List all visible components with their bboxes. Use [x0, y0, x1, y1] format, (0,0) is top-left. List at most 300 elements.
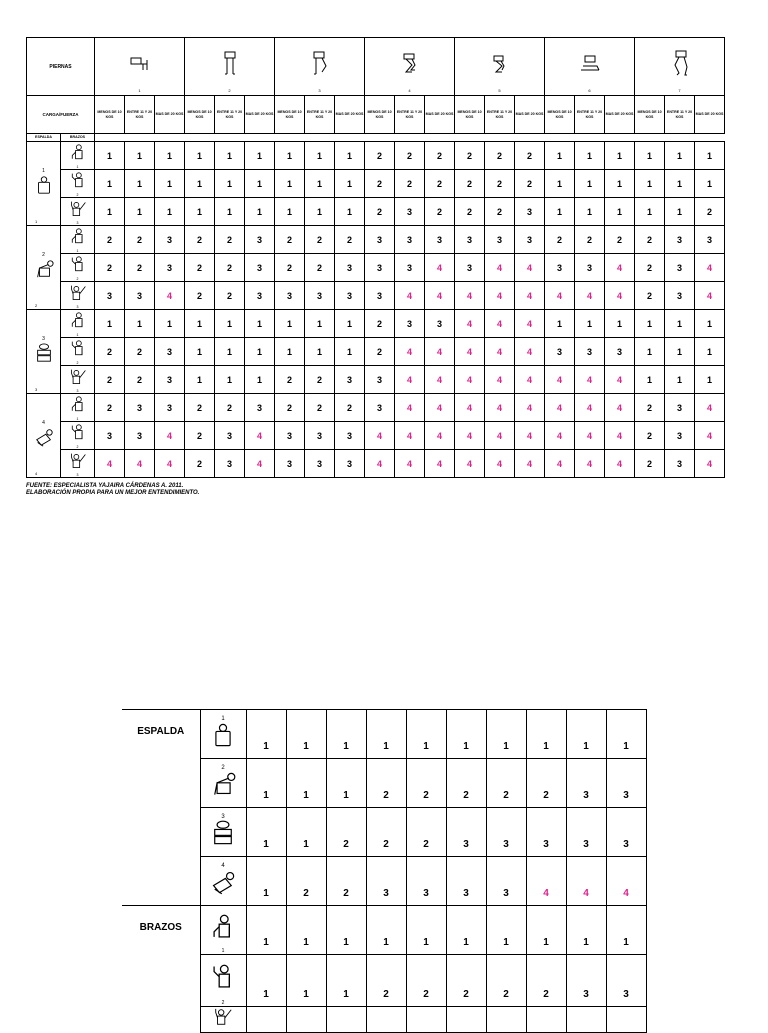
- risk-value: 3: [125, 422, 155, 450]
- arm-number: 3: [76, 221, 79, 225]
- risk-value: 2: [425, 170, 455, 198]
- back-posture-cell: [200, 808, 246, 857]
- risk-value: 3: [155, 338, 185, 366]
- risk-value: 3: [425, 310, 455, 338]
- risk-value: 2: [275, 254, 305, 282]
- spacer-cell: [122, 1007, 200, 1033]
- risk-value: 1: [215, 198, 245, 226]
- risk-value: 1: [335, 310, 365, 338]
- risk-value: 4: [485, 394, 515, 422]
- risk-value: 2: [455, 142, 485, 170]
- risk-value: 2: [425, 198, 455, 226]
- risk-value: 4: [455, 338, 485, 366]
- load-label: MAS DE 20 KGS: [155, 96, 185, 134]
- risk-value: 2: [286, 857, 326, 906]
- risk-value: 3: [366, 857, 406, 906]
- risk-value: 2: [326, 808, 366, 857]
- risk-value: 4: [605, 450, 635, 478]
- risk-value: 4: [485, 338, 515, 366]
- table-row: [122, 710, 646, 759]
- risk-value: 1: [566, 710, 606, 759]
- arm-posture-icon: [69, 284, 87, 302]
- risk-value: 2: [215, 282, 245, 310]
- risk-value: 2: [406, 955, 446, 1007]
- risk-value: 1: [635, 338, 665, 366]
- risk-value: 3: [125, 394, 155, 422]
- leg-posture-3: [275, 38, 365, 96]
- risk-value: 1: [665, 170, 695, 198]
- risk-value: 1: [695, 170, 725, 198]
- risk-value: 2: [545, 226, 575, 254]
- arm-posture-icon: [69, 396, 87, 414]
- arm-posture-cell: [61, 282, 95, 310]
- risk-value: 2: [635, 450, 665, 478]
- risk-value: 1: [305, 142, 335, 170]
- risk-value: 3: [446, 857, 486, 906]
- risk-value: 3: [665, 422, 695, 450]
- arm-posture-icon: [69, 368, 87, 386]
- risk-value: 4: [695, 254, 725, 282]
- risk-value: 3: [455, 226, 485, 254]
- risk-value: 1: [245, 310, 275, 338]
- risk-value: 2: [305, 254, 335, 282]
- risk-value: 4: [395, 394, 425, 422]
- risk-value: 3: [275, 450, 305, 478]
- back-number: 3: [35, 387, 38, 392]
- risk-value: 4: [575, 422, 605, 450]
- risk-value: 2: [485, 170, 515, 198]
- risk-value: 4: [125, 450, 155, 478]
- risk-value: 2: [275, 394, 305, 422]
- risk-value: 1: [665, 366, 695, 394]
- load-label: MAS DE 20 KGS: [425, 96, 455, 134]
- risk-value: 2: [515, 142, 545, 170]
- risk-value: 3: [575, 254, 605, 282]
- risk-value: 1: [326, 710, 366, 759]
- leg-number: 7: [678, 88, 681, 93]
- risk-value: 1: [215, 170, 245, 198]
- risk-value: 2: [125, 338, 155, 366]
- risk-value: 1: [695, 310, 725, 338]
- risk-value: 1: [635, 366, 665, 394]
- risk-value: 4: [605, 282, 635, 310]
- risk-value: 1: [245, 142, 275, 170]
- risk-value: 3: [305, 282, 335, 310]
- arm-posture-cell: [61, 422, 95, 450]
- risk-value: 3: [545, 338, 575, 366]
- risk-value: 1: [526, 906, 566, 955]
- arm-posture-cell: [200, 906, 246, 955]
- table-row: [27, 394, 725, 422]
- risk-value: 2: [425, 142, 455, 170]
- risk-value: 1: [635, 170, 665, 198]
- risk-value: 4: [545, 366, 575, 394]
- risk-value: 4: [545, 394, 575, 422]
- arm-posture-cell: [61, 170, 95, 198]
- back-posture-icon: [210, 820, 236, 846]
- risk-value: 3: [155, 226, 185, 254]
- risk-value: 4: [526, 857, 566, 906]
- risk-value: 2: [485, 142, 515, 170]
- risk-value: 1: [526, 710, 566, 759]
- load-label: ENTRE 11 Y 20 KGS: [125, 96, 155, 134]
- risk-value: 2: [526, 955, 566, 1007]
- risk-value: 1: [605, 142, 635, 170]
- risk-value: 4: [605, 254, 635, 282]
- arm-posture-icon: [69, 256, 87, 274]
- risk-value: 3: [406, 857, 446, 906]
- risk-value: 1: [335, 170, 365, 198]
- risk-value: 4: [395, 366, 425, 394]
- risk-value: 3: [365, 394, 395, 422]
- risk-value: 3: [425, 226, 455, 254]
- risk-value: 4: [575, 366, 605, 394]
- risk-value: 1: [695, 142, 725, 170]
- risk-value: 2: [185, 226, 215, 254]
- load-label: MAS DE 20 KGS: [605, 96, 635, 134]
- leg-number: 4: [408, 88, 411, 93]
- risk-value: 4: [485, 366, 515, 394]
- leg-posture-5: [455, 38, 545, 96]
- risk-value: 1: [286, 808, 326, 857]
- risk-value: 4: [425, 254, 455, 282]
- risk-value: 1: [305, 170, 335, 198]
- risk-value: 3: [606, 808, 646, 857]
- risk-value: 1: [575, 198, 605, 226]
- risk-value: 1: [125, 170, 155, 198]
- risk-value: 1: [95, 198, 125, 226]
- arm-number: 2: [76, 361, 79, 365]
- arm-number: 2: [76, 193, 79, 197]
- risk-value: 2: [366, 759, 406, 808]
- risk-value: 3: [245, 282, 275, 310]
- risk-value: 2: [635, 254, 665, 282]
- risk-value: 1: [275, 198, 305, 226]
- risk-value: 4: [606, 857, 646, 906]
- arm-posture-cell: [61, 254, 95, 282]
- risk-value: 1: [305, 310, 335, 338]
- risk-value: 1: [566, 906, 606, 955]
- risk-value: 2: [95, 366, 125, 394]
- back-number: 2: [35, 303, 38, 308]
- brazos-subheader: BRAZOS: [61, 134, 95, 142]
- risk-value: 4: [425, 394, 455, 422]
- back-posture-cell: [27, 142, 61, 226]
- risk-value: 3: [665, 450, 695, 478]
- risk-value: 4: [566, 857, 606, 906]
- arm-number: 1: [76, 417, 79, 421]
- risk-value: 4: [485, 450, 515, 478]
- table-row: [27, 338, 725, 366]
- risk-value: 4: [365, 450, 395, 478]
- risk-value: 3: [125, 282, 155, 310]
- risk-value: 2: [365, 142, 395, 170]
- empty-cell: [406, 1007, 446, 1033]
- arm-posture-icon: [69, 200, 87, 218]
- arm-posture-cell: [200, 955, 246, 1007]
- risk-value: 2: [125, 254, 155, 282]
- leg-number: 2: [228, 88, 231, 93]
- risk-value: 2: [395, 142, 425, 170]
- risk-value: 2: [275, 366, 305, 394]
- back-posture-cell: [200, 857, 246, 906]
- risk-value: 1: [406, 906, 446, 955]
- load-label: MENOS DE 10 KGS: [455, 96, 485, 134]
- risk-value: 4: [515, 450, 545, 478]
- arm-posture-cell: [61, 450, 95, 478]
- risk-value: 1: [635, 142, 665, 170]
- risk-value: 4: [515, 394, 545, 422]
- risk-value: 3: [245, 226, 275, 254]
- arm-posture-cell: [61, 366, 95, 394]
- spacer-row: [95, 134, 725, 142]
- risk-value: 1: [275, 338, 305, 366]
- risk-value: 1: [246, 955, 286, 1007]
- leg-posture-6: [545, 38, 635, 96]
- risk-value: 4: [455, 394, 485, 422]
- risk-value: 3: [566, 808, 606, 857]
- risk-value: 4: [425, 338, 455, 366]
- risk-value: 3: [695, 226, 725, 254]
- risk-value: 1: [695, 366, 725, 394]
- risk-value: 2: [335, 226, 365, 254]
- risk-value: 4: [515, 254, 545, 282]
- risk-value: 3: [365, 226, 395, 254]
- risk-value: 2: [335, 394, 365, 422]
- risk-value: 1: [326, 906, 366, 955]
- empty-cell: [526, 1007, 566, 1033]
- arm-number: 1: [76, 333, 79, 337]
- table-row: [27, 226, 725, 254]
- back-number: 2: [221, 764, 225, 771]
- table-row: [27, 170, 725, 198]
- risk-value: 1: [275, 170, 305, 198]
- risk-value: 2: [95, 338, 125, 366]
- load-label: ENTRE 11 Y 20 KGS: [665, 96, 695, 134]
- arm-number: 1: [76, 249, 79, 253]
- risk-value: 3: [486, 808, 526, 857]
- risk-value: 2: [95, 254, 125, 282]
- back-posture-icon: [34, 259, 54, 279]
- knees-bent-icon: [400, 50, 420, 78]
- risk-value: 3: [395, 310, 425, 338]
- risk-value: 2: [695, 198, 725, 226]
- risk-value: 4: [455, 422, 485, 450]
- risk-value: 3: [665, 226, 695, 254]
- risk-value: 1: [326, 955, 366, 1007]
- risk-value: 1: [185, 338, 215, 366]
- risk-value: 4: [455, 310, 485, 338]
- risk-value: 2: [365, 338, 395, 366]
- arm-posture-icon: [69, 172, 87, 190]
- empty-cell: [286, 1007, 326, 1033]
- risk-value: 2: [486, 759, 526, 808]
- risk-value: 1: [275, 310, 305, 338]
- risk-value: 3: [665, 282, 695, 310]
- arm-posture-cell: [61, 394, 95, 422]
- back-posture-icon: [210, 722, 236, 748]
- arm-posture-cell: [61, 198, 95, 226]
- risk-value: 2: [215, 226, 245, 254]
- empty-cell: [566, 1007, 606, 1033]
- empty-cell: [326, 1007, 366, 1033]
- table-row: [122, 1007, 646, 1033]
- risk-value: 1: [245, 366, 275, 394]
- back-number: 1: [35, 219, 38, 224]
- risk-value: 3: [446, 808, 486, 857]
- risk-value: 3: [545, 254, 575, 282]
- risk-value: 1: [305, 338, 335, 366]
- risk-value: 1: [665, 142, 695, 170]
- table-row: [122, 906, 646, 955]
- risk-value: 1: [185, 310, 215, 338]
- risk-value: 4: [605, 394, 635, 422]
- risk-value: 2: [365, 198, 395, 226]
- leg-posture-1: [95, 38, 185, 96]
- risk-value: 2: [305, 226, 335, 254]
- risk-value: 1: [446, 906, 486, 955]
- espalda-subheader: ESPALDA: [27, 134, 61, 142]
- risk-value: 4: [605, 366, 635, 394]
- back-number: 1: [221, 715, 225, 722]
- risk-value: 2: [486, 955, 526, 1007]
- arm-posture-icon: [69, 340, 87, 358]
- risk-value: 2: [446, 955, 486, 1007]
- risk-value: 1: [185, 198, 215, 226]
- risk-value: 4: [575, 282, 605, 310]
- risk-value: 3: [335, 450, 365, 478]
- risk-value: 2: [185, 450, 215, 478]
- back-number: 4: [35, 471, 38, 476]
- load-label: MENOS DE 10 KGS: [275, 96, 305, 134]
- risk-value: 3: [566, 955, 606, 1007]
- risk-value: 1: [695, 338, 725, 366]
- caption-line-2: ELABORACIÓN PROPIA PARA UN MEJOR ENTENDIMIENTO.: [26, 490, 200, 496]
- risk-value: 4: [515, 366, 545, 394]
- risk-value: 3: [395, 254, 425, 282]
- risk-value: 3: [305, 422, 335, 450]
- risk-value: 3: [335, 422, 365, 450]
- risk-value: 1: [486, 710, 526, 759]
- load-label: MENOS DE 10 KGS: [95, 96, 125, 134]
- risk-value: 2: [635, 226, 665, 254]
- table-row: [122, 857, 646, 906]
- risk-value: 4: [395, 450, 425, 478]
- arm-number: 2: [221, 1000, 225, 1006]
- risk-value: 4: [485, 254, 515, 282]
- risk-value: 2: [365, 310, 395, 338]
- back-posture-icon: [34, 175, 54, 195]
- risk-value: 3: [395, 226, 425, 254]
- table-row: [27, 198, 725, 226]
- back-posture-cell: [27, 226, 61, 310]
- risk-value: 4: [485, 310, 515, 338]
- risk-value: 4: [515, 338, 545, 366]
- risk-value: 1: [286, 906, 326, 955]
- risk-value: 3: [395, 198, 425, 226]
- risk-value: 4: [605, 422, 635, 450]
- risk-value: 4: [245, 422, 275, 450]
- risk-value: 3: [606, 955, 646, 1007]
- back-posture-icon: [210, 771, 236, 797]
- risk-value: 4: [95, 450, 125, 478]
- arm-posture-cell: [61, 338, 95, 366]
- risk-value: 2: [366, 955, 406, 1007]
- arm-number: 3: [76, 389, 79, 393]
- arm-posture-icon: [69, 228, 87, 246]
- arm-posture-cell: [200, 1007, 246, 1033]
- risk-value: 1: [215, 338, 245, 366]
- risk-value: 2: [635, 394, 665, 422]
- risk-value: 1: [635, 310, 665, 338]
- load-label: MAS DE 20 KGS: [335, 96, 365, 134]
- risk-value: 4: [515, 310, 545, 338]
- risk-value: 1: [605, 198, 635, 226]
- back-posture-cell: [27, 310, 61, 394]
- arm-posture-icon: [209, 964, 237, 992]
- risk-value: 2: [95, 394, 125, 422]
- risk-value: 1: [185, 142, 215, 170]
- risk-value: 1: [326, 759, 366, 808]
- risk-value: 2: [635, 282, 665, 310]
- risk-value: 1: [246, 906, 286, 955]
- risk-value: 4: [545, 422, 575, 450]
- risk-value: 4: [155, 422, 185, 450]
- risk-value: 3: [365, 254, 395, 282]
- risk-value: 4: [515, 422, 545, 450]
- risk-value: 3: [245, 254, 275, 282]
- risk-value: 2: [605, 226, 635, 254]
- risk-value: 1: [545, 310, 575, 338]
- risk-value: 1: [665, 310, 695, 338]
- table-row: [27, 142, 725, 170]
- load-label: MENOS DE 10 KGS: [185, 96, 215, 134]
- risk-value: 2: [125, 226, 155, 254]
- risk-value: 3: [606, 759, 646, 808]
- risk-value: 4: [425, 282, 455, 310]
- risk-value: 1: [155, 142, 185, 170]
- risk-value: 1: [335, 198, 365, 226]
- arm-posture-cell: [61, 226, 95, 254]
- risk-value: 1: [185, 170, 215, 198]
- risk-value: 3: [365, 282, 395, 310]
- kneeling-icon: [575, 52, 605, 76]
- risk-value: 3: [566, 759, 606, 808]
- load-label: ENTRE 11 Y 20 KGS: [215, 96, 245, 134]
- risk-value: 1: [95, 142, 125, 170]
- risk-value: 3: [95, 422, 125, 450]
- arm-number: 2: [76, 277, 79, 281]
- risk-value: 1: [155, 170, 185, 198]
- risk-value: 2: [326, 857, 366, 906]
- arm-number: 3: [76, 473, 79, 477]
- risk-value: 1: [125, 198, 155, 226]
- risk-value: 1: [286, 710, 326, 759]
- leg-posture-4: [365, 38, 455, 96]
- back-number: 2: [42, 251, 45, 258]
- risk-value: 1: [246, 710, 286, 759]
- load-label: MENOS DE 10 KGS: [365, 96, 395, 134]
- risk-value: 1: [246, 808, 286, 857]
- table-row: [27, 254, 725, 282]
- risk-value: 3: [335, 282, 365, 310]
- risk-value: 3: [305, 450, 335, 478]
- risk-value: 4: [695, 450, 725, 478]
- arm-number: 2: [76, 445, 79, 449]
- risk-value: 2: [485, 198, 515, 226]
- owas-risk-table: [26, 37, 725, 478]
- leg-number: 5: [498, 88, 501, 93]
